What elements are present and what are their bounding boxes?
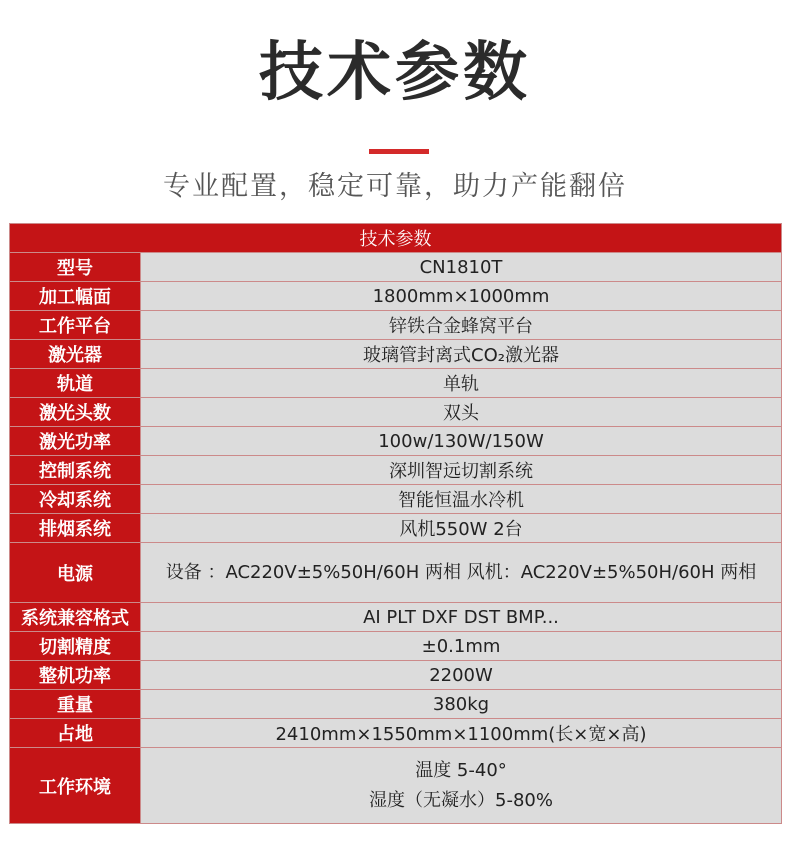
spec-key: 工作平台 <box>10 311 141 340</box>
page-title: 技术参数 <box>259 36 531 110</box>
spec-key: 占地 <box>10 719 141 748</box>
spec-row-work-area <box>10 282 782 311</box>
spec-table-header: 技术参数 <box>10 224 782 253</box>
spec-value: CN1810T <box>141 253 782 282</box>
environment-humidity: 湿度（无凝水）5-80% <box>369 789 553 811</box>
spec-row-platform <box>10 311 782 340</box>
spec-key: 系统兼容格式 <box>10 603 141 632</box>
spec-row-footprint <box>10 719 782 748</box>
spec-value: 380kg <box>141 690 782 719</box>
title-accent-bar <box>369 149 429 154</box>
spec-value: 1800mm×1000mm <box>141 282 782 311</box>
spec-value: 深圳智远切割系统 <box>141 456 782 485</box>
spec-value: 2200W <box>141 661 782 690</box>
spec-row-laser-power <box>10 427 782 456</box>
spec-row-rail <box>10 369 782 398</box>
spec-value: 设备 ：AC220V±5%50H/60H 两相 风机：AC220V±5%50H/60H 两相 <box>141 543 782 603</box>
spec-key: 电源 <box>10 543 141 603</box>
spec-row-laser-heads <box>10 398 782 427</box>
spec-value: 单轨 <box>141 369 782 398</box>
spec-key: 冷却系统 <box>10 485 141 514</box>
environment-temperature: 温度 5-40° <box>415 759 507 781</box>
spec-value: 2410mm×1550mm×1100mm(长×宽×高) <box>141 719 782 748</box>
spec-row-laser <box>10 340 782 369</box>
spec-value: ±0.1mm <box>141 632 782 661</box>
spec-row-control-system <box>10 456 782 485</box>
spec-value <box>141 748 782 824</box>
spec-value: 锌铁合金蜂窝平台 <box>141 311 782 340</box>
spec-table-header-row <box>10 224 782 253</box>
spec-row-weight <box>10 690 782 719</box>
spec-value: 双头 <box>141 398 782 427</box>
spec-key: 激光器 <box>10 340 141 369</box>
spec-key: 轨道 <box>10 369 141 398</box>
spec-value: 智能恒温水冷机 <box>141 485 782 514</box>
spec-value: 玻璃管封离式CO₂激光器 <box>141 340 782 369</box>
spec-row-file-formats <box>10 603 782 632</box>
spec-key: 控制系统 <box>10 456 141 485</box>
spec-row-model <box>10 253 782 282</box>
spec-key: 工作环境 <box>10 748 141 824</box>
spec-value: AI PLT DXF DST BMP... <box>141 603 782 632</box>
spec-row-cutting-precision <box>10 632 782 661</box>
spec-row-total-power <box>10 661 782 690</box>
spec-key: 型号 <box>10 253 141 282</box>
spec-key: 切割精度 <box>10 632 141 661</box>
page-subtitle: 专业配置，稳定可靠，助力产能翻倍 <box>163 171 627 202</box>
spec-key: 重量 <box>10 690 141 719</box>
spec-value: 风机550W 2台 <box>141 514 782 543</box>
spec-key: 排烟系统 <box>10 514 141 543</box>
spec-row-exhaust-system <box>10 514 782 543</box>
spec-key: 加工幅面 <box>10 282 141 311</box>
spec-key: 激光头数 <box>10 398 141 427</box>
spec-row-environment <box>10 748 782 824</box>
spec-table <box>9 223 782 824</box>
spec-row-power-supply <box>10 543 782 603</box>
spec-row-cooling-system <box>10 485 782 514</box>
spec-value: 100w/130W/150W <box>141 427 782 456</box>
spec-key: 整机功率 <box>10 661 141 690</box>
spec-key: 激光功率 <box>10 427 141 456</box>
